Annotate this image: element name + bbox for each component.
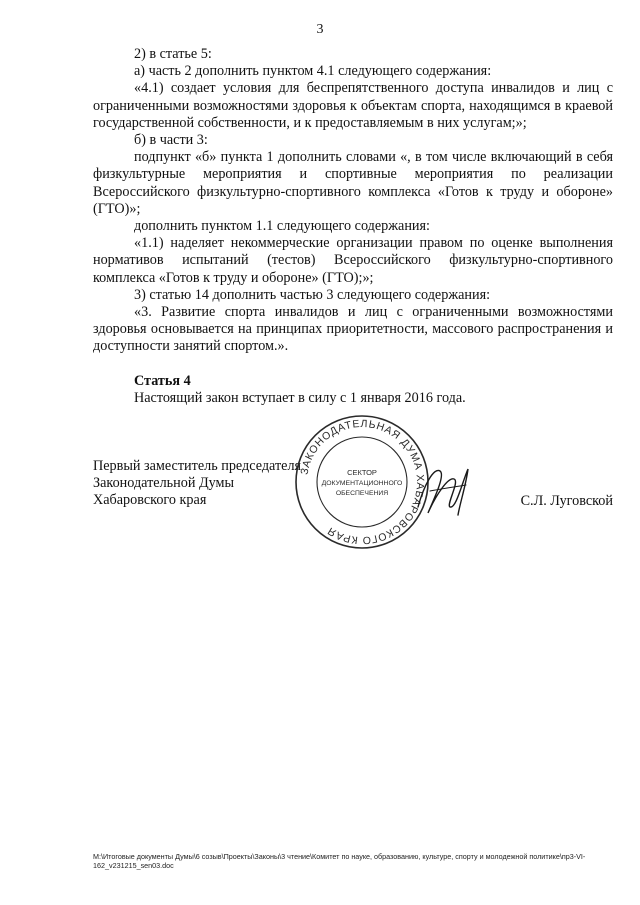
- paragraph: «1.1) наделяет некоммерческие организации правом по оценке выполнения нормативов испытаний (тестов) Всероссийского физкультурно-спортивного комплекса «Готов к труду и обороне» (ГТО);»;: [93, 235, 613, 286]
- paragraph: б) в части 3:: [134, 132, 208, 149]
- footer-file-path: M:\Итоговые документы Думы\6 созыв\Проекты\Законы\3 чтение\Комитет по науке, образованию, культуре, спорту и молодежной политике\пр3-VI-162_v231215_sen03.doc: [93, 852, 586, 870]
- signatory-name: С.Л. Луговской: [520, 493, 613, 509]
- paragraph: «3. Развитие спорта инвалидов и лиц с ограниченными возможностями здоровья основывается на принципах приоритетности, массового распространения и доступности занятий спортом.».: [93, 304, 613, 355]
- paragraph: 2) в статье 5:: [134, 46, 212, 62]
- seal-center-line: СЕКТОР: [347, 468, 377, 477]
- page-number: 3: [316, 22, 324, 37]
- paragraph: а) часть 2 дополнить пунктом 4.1 следующего содержания:: [134, 63, 492, 80]
- paragraph: дополнить пунктом 1.1 следующего содержания:: [134, 218, 430, 235]
- article-title: Статья 4: [134, 372, 191, 389]
- signatory-position: Первый заместитель председателя: [93, 458, 302, 474]
- seal-center-line: ДОКУМЕНТАЦИОННОГО: [321, 480, 403, 487]
- signatory-position: Хабаровского края: [93, 492, 207, 509]
- seal-ring-text: ЗАКОНОДАТЕЛЬНАЯ ДУМА ХАБАРОВСКОГО КРАЯ: [298, 417, 427, 547]
- paragraph: «4.1) создает условия для беспрепятственного доступа инвалидов и лиц с ограниченными возможностями здоровья к объектам спорта, находящимся в краевой государственной собственности, и к предоставляемым в них услугам;»;: [93, 80, 613, 131]
- document-body: [93, 46, 613, 407]
- paragraph: 3) статью 14 дополнить частью 3 следующего содержания:: [134, 286, 491, 303]
- signatory-position: Законодательной Думы: [93, 475, 235, 492]
- article-text: Настоящий закон вступает в силу с 1 января 2016 года.: [134, 389, 466, 406]
- seal-center-line: ОБЕСПЕЧЕНИЯ: [335, 490, 389, 497]
- paragraph: подпункт «б» пункта 1 дополнить словами «, в том числе включающий в себя физкультурные мероприятия и спортивные мероприятия по реализации Всероссийского физкультурно-спортивного комплекса «Готов к труду и обороне» (ГТО)»;: [93, 149, 613, 217]
- handwritten-signature: [410, 455, 480, 525]
